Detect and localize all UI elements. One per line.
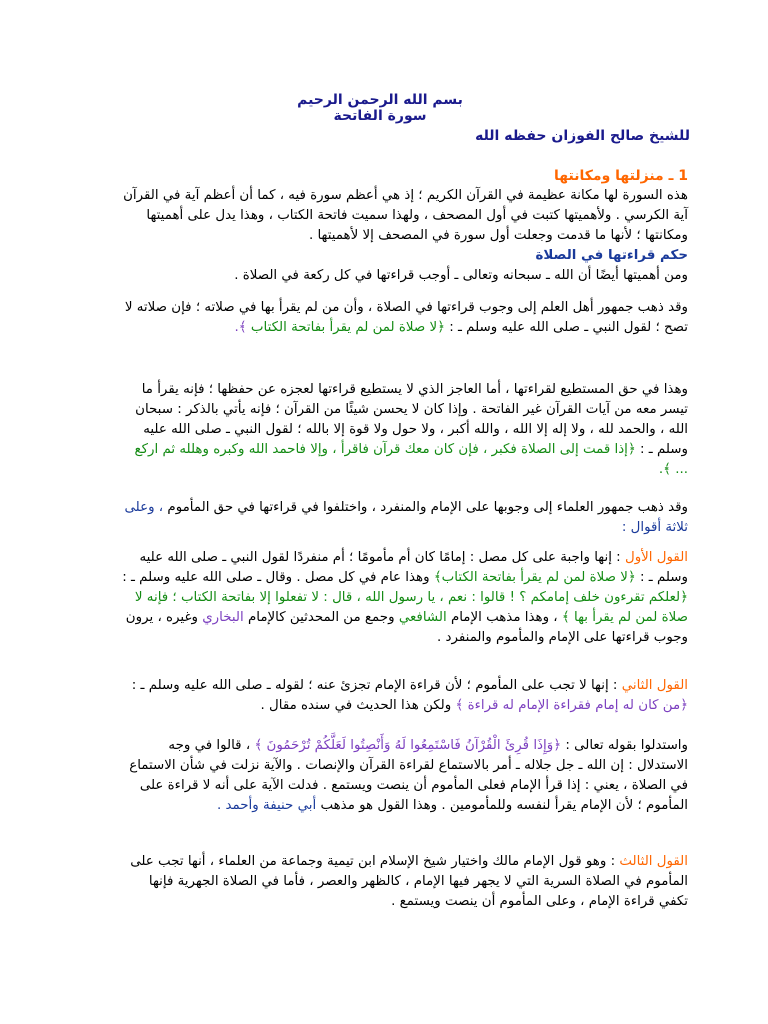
opinion-1-label: القول الأول [624,550,688,565]
opinion-2-evidence [120,736,688,816]
author-line: للشيخ صالح الفوزان حفظه الله [475,128,690,144]
hadith-fatiha: ﴿لا صلاة لمن لم يقرأ بفاتحة الكتاب [250,320,445,335]
three-opinions: ، وعلى ثلاثة أقوال : [124,500,688,535]
opinion-1 [120,548,688,648]
evidence-text-b: ، قالوا في وجه الاستدلال : إن الله ـ جل جلاله ـ أمر بالاستماع لقراءة القرآن والإنصات . والآية نزلت في شأن الاستماع في الصلاة ، يعني : إذا قرأ الإمام فعلى المأموم أن ينصت ويستمع . فدلت الآية على أنه لا قراءة على المأموم ؛ لأن الإمام يقرأ لنفسه وللمأمومين . وهذا القول هو مذهب [129,738,688,813]
paragraph-majority [120,298,688,338]
opinion-2-text-a: : إنها لا تجب على المأموم ؛ لأن قراءة الإمام تجزئ عنه ؛ لقوله ـ صلى الله عليه وسلم ـ : [131,678,618,693]
evidence-text-a: واستدلوا بقوله تعالى : [565,738,688,753]
opinion-3-label: القول الثالث [619,854,688,869]
quran-verse: ﴿وَإِذَا قُرِئَ الْقُرْآنُ فَاسْتَمِعُوا لَهُ وَأَنْصِتُوا لَعَلَّكُمْ تُرْحَمُونَ ﴾ [254,738,562,753]
basmala: بسم الله الرحمن الرحيم [297,92,463,108]
opinion-1-hadith-1: ﴿لا صلاة لمن لم يقرأ بفاتحة الكتاب﴾ [433,570,636,585]
opinion-1-text-e: وغيره ، يرون وجوب قراءتها على الإمام والمأموم والمنفرد . [125,610,688,645]
opinion-2-hadith: ﴿من كان له إمام فقراءة الإمام له قراءة ﴾ [455,698,688,713]
unable-text: وهذا في حق المستطيع لقراءتها ، أما العاجز الذي لا يستطيع قراءتها لعجزه عن حفظها ؛ فإنه يقرأ ما تيسر معه من آيات القرآن غير الفاتحة . وإذا كان لا يحسن شيئًا من القرآن ؛ فإنه يأتي بالذكر : سبحان الله ، والحمد لله ، ولا إله إلا الله ، والله أكبر ، ولا حول ولا قوة إلا بالله ؛ لقول النبي ـ صلى الله عليه وسلم ـ : [135,382,688,457]
section-heading-ruling: حكم قراءتها في الصلاة [535,248,688,263]
section-heading-status: 1 ـ منزلتها ومكانتها [554,168,688,184]
opinion-1-text-a: : إنها واجبة على كل مصل : إمامًا كان أم مأمومًا ؛ أم منفردًا لقول النبي ـ صلى الله عليه وسلم ـ : [139,550,688,585]
section-ruling [120,246,688,286]
paragraph-scholars [120,498,688,538]
hadith-fatiha-end: ﴾. [234,320,247,335]
opinion-2-label: القول الثاني [621,678,688,693]
paragraph-ruling-1: ومن أهميتها أيضًا أن الله ـ سبحانه وتعالى ـ أوجب قراءتها في كل ركعة في الصلاة . [234,268,688,283]
surah-title: سورة الفاتحة [333,108,427,124]
abu-hanifa-name: أبي حنيفة [263,798,317,813]
opinion-3 [120,852,688,912]
scholars-text: وقد ذهب جمهور العلماء إلى وجوبها على الإمام والمنفرد ، واختلفوا في قراءتها في حق المأموم [167,500,688,515]
shafii-name: الشافعي [398,610,447,625]
opinion-2 [120,676,688,716]
bukhari-name: البخاري [202,610,244,625]
opinion-3-text: : وهو قول الإمام مالك واختيار شيخ الإسلام ابن تيمية وجماعة من العلماء ، أنها تجب على المأموم في الصلاة السرية التي لا يجهر فيها الإمام ، كالظهر والعصر ، فأما في الصلاة الجهرية فإنها تكفي قراءة الإمام ، وعلى المأموم أن ينصت ويستمع . [130,854,688,909]
hadith-takbir: ﴿إذا قمت إلى الصلاة فكبر ، فإن كان معك قرآن فاقرأ ، وإلا فاحمد الله وكبره وهلله ثم اركع ... ﴾. [134,442,688,477]
opinion-1-text-c: ، وهذا مذهب الإمام [450,610,558,625]
opinion-1-text-d: وجمع من المحدثين كالإمام [247,610,395,625]
majority-text: وقد ذهب جمهور أهل العلم إلى وجوب قراءتها في الصلاة ، وأن من لم يقرأ بها في صلاته ؛ فإن صلاته لا تصح ؛ لقول النبي ـ صلى الله عليه وسلم ـ : [124,300,688,335]
opinion-1-hadith-2: ﴿لعلكم تقرءون خلف إمامكم ؟ ! قالوا : نعم ، يا رسول الله ، قال : لا تفعلوا إلا بفاتحة الكتاب ؛ فإنه لا صلاة لمن لم يقرأ بها ﴾ [134,590,688,625]
paragraph-status: هذه السورة لها مكانة عظيمة في القرآن الكريم ؛ إذ هي أعظم سورة فيه ، كما أن أعظم آية في القرآن آية الكرسي . ولأهميتها كتبت في أول المصحف ، ولهذا سميت فاتحة الكتاب ، وهذا يدل على أهميتها ومكانتها ؛ لأنها ما قدمت وجعلت أول سورة في المصحف إلا لأهميتها . [123,188,688,243]
section-status [120,166,688,246]
opinion-2-text-b: ولكن هذا الحديث في سنده مقال . [260,698,452,713]
opinion-1-text-b: وهذا عام في كل مصل . وقال ـ صلى الله عليه وسلم ـ : [122,570,430,585]
paragraph-unable [120,380,688,480]
ahmad-name: وأحمد . [217,798,259,813]
